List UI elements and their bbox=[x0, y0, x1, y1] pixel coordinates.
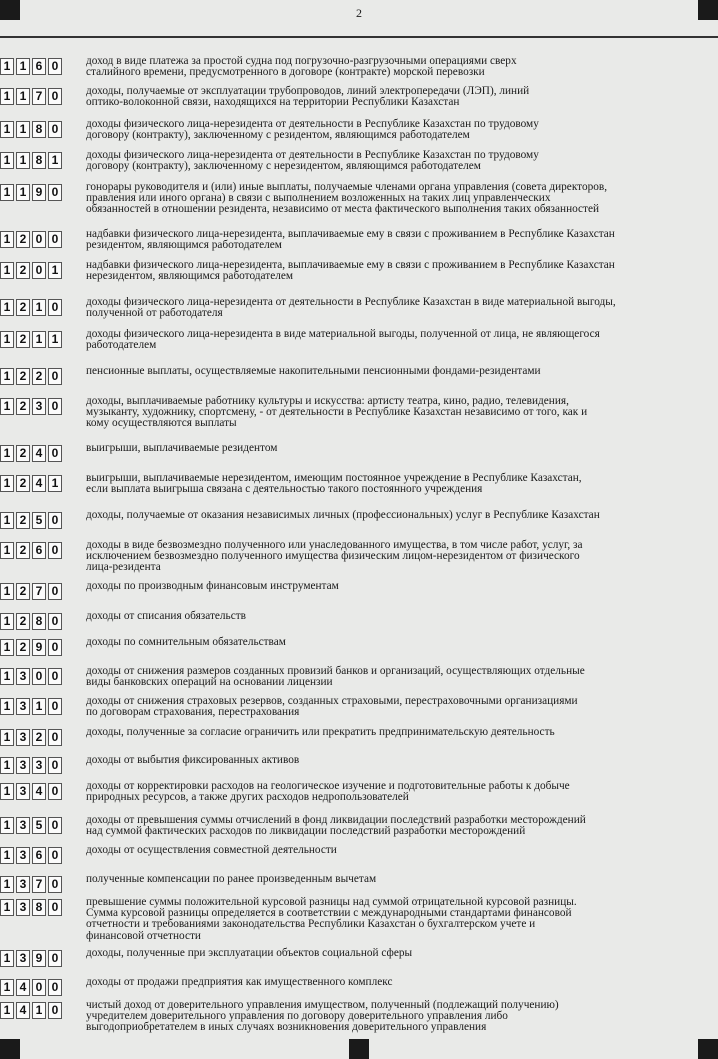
income-description: доходы, полученные при эксплуатации объектов социальной сферы bbox=[86, 947, 413, 959]
code-digit-cell: 0 bbox=[48, 184, 62, 201]
code-cells bbox=[0, 121, 62, 138]
code-digit-cell: 0 bbox=[48, 231, 62, 248]
code-cells bbox=[0, 184, 62, 201]
income-description: чистый доход от доверительного управления имуществом, полученный (подлежащий получению) учредителем доверительного управления по договору доверительного управления либо выгодоприобретателем в иных случаях возникновения доверительного управления bbox=[86, 999, 559, 1034]
code-digit-cell: 1 bbox=[0, 783, 14, 800]
code-digit-cell: 1 bbox=[0, 299, 14, 316]
corner-marker-bottom-left bbox=[0, 1039, 20, 1059]
code-digit-cell: 1 bbox=[0, 331, 14, 348]
code-cells bbox=[0, 757, 62, 774]
code-digit-cell: 1 bbox=[0, 231, 14, 248]
income-description: доходы от выбытия фиксированных активов bbox=[86, 754, 300, 766]
code-digit-cell: 7 bbox=[32, 583, 46, 600]
code-digit-cell: 1 bbox=[0, 583, 14, 600]
code-cells bbox=[0, 783, 62, 800]
income-description: доходы физического лица-нерезидента от деятельности в Республике Казахстан по трудовому договору (контракту), заключенному с нерезидентом, являющимся работодателем bbox=[86, 149, 539, 173]
code-cells bbox=[0, 1002, 62, 1019]
code-digit-cell: 8 bbox=[32, 152, 46, 169]
income-description: доходы физического лица-нерезидента в виде материальной выгоды, полученной от лица, не являющегося работодателем bbox=[86, 328, 600, 352]
code-digit-cell: 2 bbox=[16, 262, 30, 279]
code-digit-cell: 2 bbox=[16, 475, 30, 492]
code-digit-cell: 4 bbox=[16, 979, 30, 996]
code-digit-cell: 0 bbox=[32, 231, 46, 248]
income-description: доходы, выплачиваемые работнику культуры и искусства: артисту театра, кино, радио, телевидения, музыканту, художнику, спортсмену, - от деятельности в Республике Казахстан независимо от того, как и кому осуществляются выплаты bbox=[86, 395, 588, 430]
code-digit-cell: 7 bbox=[32, 876, 46, 893]
code-digit-cell: 8 bbox=[32, 899, 46, 916]
code-digit-cell: 0 bbox=[48, 979, 62, 996]
code-cells bbox=[0, 475, 62, 492]
code-digit-cell: 2 bbox=[16, 542, 30, 559]
code-digit-cell: 1 bbox=[0, 899, 14, 916]
code-digit-cell: 0 bbox=[48, 729, 62, 746]
code-digit-cell: 0 bbox=[48, 398, 62, 415]
code-digit-cell: 9 bbox=[32, 184, 46, 201]
code-digit-cell: 1 bbox=[0, 398, 14, 415]
code-digit-cell: 9 bbox=[32, 639, 46, 656]
code-digit-cell: 6 bbox=[32, 58, 46, 75]
code-digit-cell: 2 bbox=[16, 583, 30, 600]
code-digit-cell: 4 bbox=[32, 475, 46, 492]
code-digit-cell: 1 bbox=[0, 668, 14, 685]
income-description: доходы по сомнительным обязательствам bbox=[86, 636, 286, 648]
code-digit-cell: 1 bbox=[0, 1002, 14, 1019]
income-description: надбавки физического лица-нерезидента, выплачиваемые ему в связи с проживанием в Республике Казахстан резидентом, являющимся работодателем bbox=[86, 228, 615, 252]
code-digit-cell: 2 bbox=[32, 729, 46, 746]
code-digit-cell: 2 bbox=[16, 231, 30, 248]
income-description: доходы физического лица-нерезидента от деятельности в Республике Казахстан по трудовому договору (контракту), заключенному с резидентом, являющимся работодателем bbox=[86, 118, 539, 142]
code-digit-cell: 0 bbox=[48, 639, 62, 656]
code-digit-cell: 0 bbox=[48, 368, 62, 385]
income-description: полученные компенсации по ранее произведенным вычетам bbox=[86, 873, 377, 885]
code-cells bbox=[0, 613, 62, 630]
code-digit-cell: 0 bbox=[48, 583, 62, 600]
income-description: пенсионные выплаты, осуществляемые накопительными пенсионными фондами-резидентами bbox=[86, 365, 541, 377]
income-description: доходы от списания обязательств bbox=[86, 610, 246, 622]
code-cells bbox=[0, 331, 62, 348]
income-description: доходы, получаемые от эксплуатации трубопроводов, линий электропередачи (ЛЭП), линий оптико-волоконной связи, находящихся на территории Республики Казахстан bbox=[86, 85, 530, 109]
code-digit-cell: 5 bbox=[32, 512, 46, 529]
code-digit-cell: 1 bbox=[0, 368, 14, 385]
code-digit-cell: 0 bbox=[32, 979, 46, 996]
code-cells bbox=[0, 299, 62, 316]
code-digit-cell: 0 bbox=[48, 1002, 62, 1019]
code-digit-cell: 1 bbox=[48, 475, 62, 492]
code-digit-cell: 0 bbox=[48, 445, 62, 462]
income-description: доходы, получаемые от оказания независимых личных (профессиональных) услуг в Республике Казахстан bbox=[86, 509, 600, 521]
code-digit-cell: 0 bbox=[48, 58, 62, 75]
code-digit-cell: 3 bbox=[16, 899, 30, 916]
corner-marker-bottom-right bbox=[698, 1039, 718, 1059]
code-digit-cell: 0 bbox=[32, 262, 46, 279]
code-digit-cell: 6 bbox=[32, 847, 46, 864]
code-digit-cell: 0 bbox=[48, 668, 62, 685]
income-description: гонорары руководителя и (или) иные выплаты, получаемые членами органа управления (совета директоров, правления или иного органа) в связи с выполнением возложенных на таких лиц управленческих обязанностей в отношении резидента, независимо от места фактического выполнения таких обязанностей bbox=[86, 181, 608, 216]
income-description: превышение суммы положительной курсовой разницы над суммой отрицательной курсовой разницы. Сумма курсовой разницы определяется в соответствии с международными стандартами финансовой отчетности и требованиями законодательства Республики Казахстан о бухгалтерском учете и финансовой отчетности bbox=[86, 896, 577, 942]
code-digit-cell: 0 bbox=[48, 88, 62, 105]
code-digit-cell: 1 bbox=[0, 58, 14, 75]
code-cells bbox=[0, 698, 62, 715]
code-digit-cell: 3 bbox=[16, 847, 30, 864]
code-digit-cell: 1 bbox=[32, 698, 46, 715]
code-cells bbox=[0, 58, 62, 75]
code-cells bbox=[0, 668, 62, 685]
code-digit-cell: 1 bbox=[0, 876, 14, 893]
code-digit-cell: 1 bbox=[0, 729, 14, 746]
code-digit-cell: 1 bbox=[0, 817, 14, 834]
code-cells bbox=[0, 979, 62, 996]
code-digit-cell: 1 bbox=[16, 152, 30, 169]
code-cells bbox=[0, 231, 62, 248]
code-digit-cell: 0 bbox=[32, 668, 46, 685]
code-digit-cell: 1 bbox=[0, 152, 14, 169]
code-digit-cell: 1 bbox=[0, 184, 14, 201]
income-description: доходы от продажи предприятия как имущественного комплекс bbox=[86, 976, 393, 988]
corner-marker-bottom-center bbox=[349, 1039, 369, 1059]
code-digit-cell: 1 bbox=[0, 950, 14, 967]
code-cells bbox=[0, 542, 62, 559]
income-description: доходы физического лица-нерезидента от деятельности в Республике Казахстан в виде материальной выгоды, полученной от работодателя bbox=[86, 296, 616, 320]
code-digit-cell: 0 bbox=[48, 876, 62, 893]
code-cells bbox=[0, 512, 62, 529]
page-number: 2 bbox=[356, 6, 362, 20]
code-digit-cell: 0 bbox=[48, 512, 62, 529]
code-digit-cell: 3 bbox=[16, 757, 30, 774]
income-description: надбавки физического лица-нерезидента, выплачиваемые ему в связи с проживанием в Республике Казахстан нерезидентом, являющимся работодателем bbox=[86, 259, 615, 283]
code-cells bbox=[0, 950, 62, 967]
code-cells bbox=[0, 583, 62, 600]
code-digit-cell: 2 bbox=[32, 368, 46, 385]
code-digit-cell: 0 bbox=[48, 847, 62, 864]
code-digit-cell: 1 bbox=[16, 88, 30, 105]
code-digit-cell: 1 bbox=[0, 542, 14, 559]
code-digit-cell: 1 bbox=[0, 979, 14, 996]
income-description: доходы от превышения суммы отчислений в фонд ликвидации последствий разработки месторождений над суммой фактических расходов по ликвидации последствий разработки месторождений bbox=[86, 814, 586, 838]
income-description: доходы от снижения страховых резервов, созданных страховыми, перестраховочными организациями по договорам страхования, перестрахования bbox=[86, 695, 578, 719]
code-digit-cell: 1 bbox=[0, 698, 14, 715]
code-digit-cell: 3 bbox=[16, 817, 30, 834]
code-digit-cell: 4 bbox=[32, 445, 46, 462]
code-digit-cell: 2 bbox=[16, 331, 30, 348]
income-description: доход в виде платежа за простой судна под погрузочно-разгрузочными операциями сверх сталийного времени, предусмотренного в договоре (контракте) морской перевозки bbox=[86, 55, 517, 79]
code-cells bbox=[0, 899, 62, 916]
code-digit-cell: 2 bbox=[16, 512, 30, 529]
code-cells bbox=[0, 817, 62, 834]
code-digit-cell: 2 bbox=[16, 368, 30, 385]
code-digit-cell: 2 bbox=[16, 613, 30, 630]
code-digit-cell: 9 bbox=[32, 950, 46, 967]
code-cells bbox=[0, 876, 62, 893]
code-digit-cell: 0 bbox=[48, 950, 62, 967]
code-digit-cell: 8 bbox=[32, 613, 46, 630]
code-cells bbox=[0, 639, 62, 656]
code-digit-cell: 0 bbox=[48, 613, 62, 630]
income-description: доходы от снижения размеров созданных провизий банков и организаций, осуществляющих отдельные виды банковских операций на основании лицензии bbox=[86, 665, 585, 689]
code-digit-cell: 0 bbox=[48, 121, 62, 138]
income-description: доходы от корректировки расходов на геологическое изучение и подготовительные работы к добыче природных ресурсов, а также других расходов недропользователей bbox=[86, 780, 570, 804]
code-digit-cell: 1 bbox=[32, 331, 46, 348]
code-digit-cell: 5 bbox=[32, 817, 46, 834]
code-digit-cell: 2 bbox=[16, 398, 30, 415]
code-cells bbox=[0, 445, 62, 462]
code-digit-cell: 1 bbox=[0, 121, 14, 138]
code-digit-cell: 1 bbox=[0, 757, 14, 774]
code-digit-cell: 0 bbox=[48, 698, 62, 715]
code-digit-cell: 3 bbox=[16, 698, 30, 715]
code-digit-cell: 1 bbox=[48, 331, 62, 348]
code-digit-cell: 1 bbox=[16, 184, 30, 201]
code-cells bbox=[0, 152, 62, 169]
code-cells bbox=[0, 368, 62, 385]
code-digit-cell: 0 bbox=[48, 899, 62, 916]
code-digit-cell: 1 bbox=[48, 262, 62, 279]
code-digit-cell: 1 bbox=[0, 262, 14, 279]
code-digit-cell: 1 bbox=[16, 121, 30, 138]
code-digit-cell: 1 bbox=[0, 512, 14, 529]
income-description: выигрыши, выплачиваемые нерезидентом, имеющим постоянное учреждение в Республике Казахстан, если выплата выигрыша связана с деятельностью такого постоянного учреждения bbox=[86, 472, 582, 496]
code-digit-cell: 3 bbox=[16, 783, 30, 800]
code-digit-cell: 1 bbox=[32, 1002, 46, 1019]
code-digit-cell: 1 bbox=[0, 847, 14, 864]
income-description: доходы от осуществления совместной деятельности bbox=[86, 844, 337, 856]
income-description: доходы в виде безвозмездно полученного или унаследованного имущества, в том числе работ, услуг, за исключением безвозмездно полученного имущества физическим лицом-нерезидентом от физического лица-резидента bbox=[86, 539, 583, 574]
code-digit-cell: 1 bbox=[0, 613, 14, 630]
code-digit-cell: 0 bbox=[48, 757, 62, 774]
code-digit-cell: 7 bbox=[32, 88, 46, 105]
code-digit-cell: 1 bbox=[0, 639, 14, 656]
code-digit-cell: 1 bbox=[16, 58, 30, 75]
code-digit-cell: 3 bbox=[16, 876, 30, 893]
code-digit-cell: 1 bbox=[0, 445, 14, 462]
code-digit-cell: 2 bbox=[16, 639, 30, 656]
income-description: доходы, полученные за согласие ограничить или прекратить предпринимательскую деятельность bbox=[86, 726, 555, 738]
code-digit-cell: 1 bbox=[32, 299, 46, 316]
code-digit-cell: 2 bbox=[16, 299, 30, 316]
code-cells bbox=[0, 88, 62, 105]
code-digit-cell: 1 bbox=[0, 475, 14, 492]
income-description: выигрыши, выплачиваемые резидентом bbox=[86, 442, 278, 454]
code-digit-cell: 6 bbox=[32, 542, 46, 559]
code-digit-cell: 3 bbox=[16, 668, 30, 685]
code-digit-cell: 3 bbox=[16, 950, 30, 967]
code-digit-cell: 2 bbox=[16, 445, 30, 462]
code-cells bbox=[0, 847, 62, 864]
code-digit-cell: 4 bbox=[16, 1002, 30, 1019]
code-digit-cell: 1 bbox=[0, 88, 14, 105]
code-cells bbox=[0, 398, 62, 415]
code-digit-cell: 0 bbox=[48, 542, 62, 559]
code-cells bbox=[0, 729, 62, 746]
code-digit-cell: 0 bbox=[48, 817, 62, 834]
code-digit-cell: 4 bbox=[32, 783, 46, 800]
code-digit-cell: 3 bbox=[32, 398, 46, 415]
code-digit-cell: 1 bbox=[48, 152, 62, 169]
code-digit-cell: 3 bbox=[32, 757, 46, 774]
code-cells bbox=[0, 262, 62, 279]
code-digit-cell: 3 bbox=[16, 729, 30, 746]
income-description: доходы по производным финансовым инструментам bbox=[86, 580, 339, 592]
code-digit-cell: 0 bbox=[48, 299, 62, 316]
code-digit-cell: 8 bbox=[32, 121, 46, 138]
code-digit-cell: 0 bbox=[48, 783, 62, 800]
header-rule bbox=[0, 36, 718, 38]
